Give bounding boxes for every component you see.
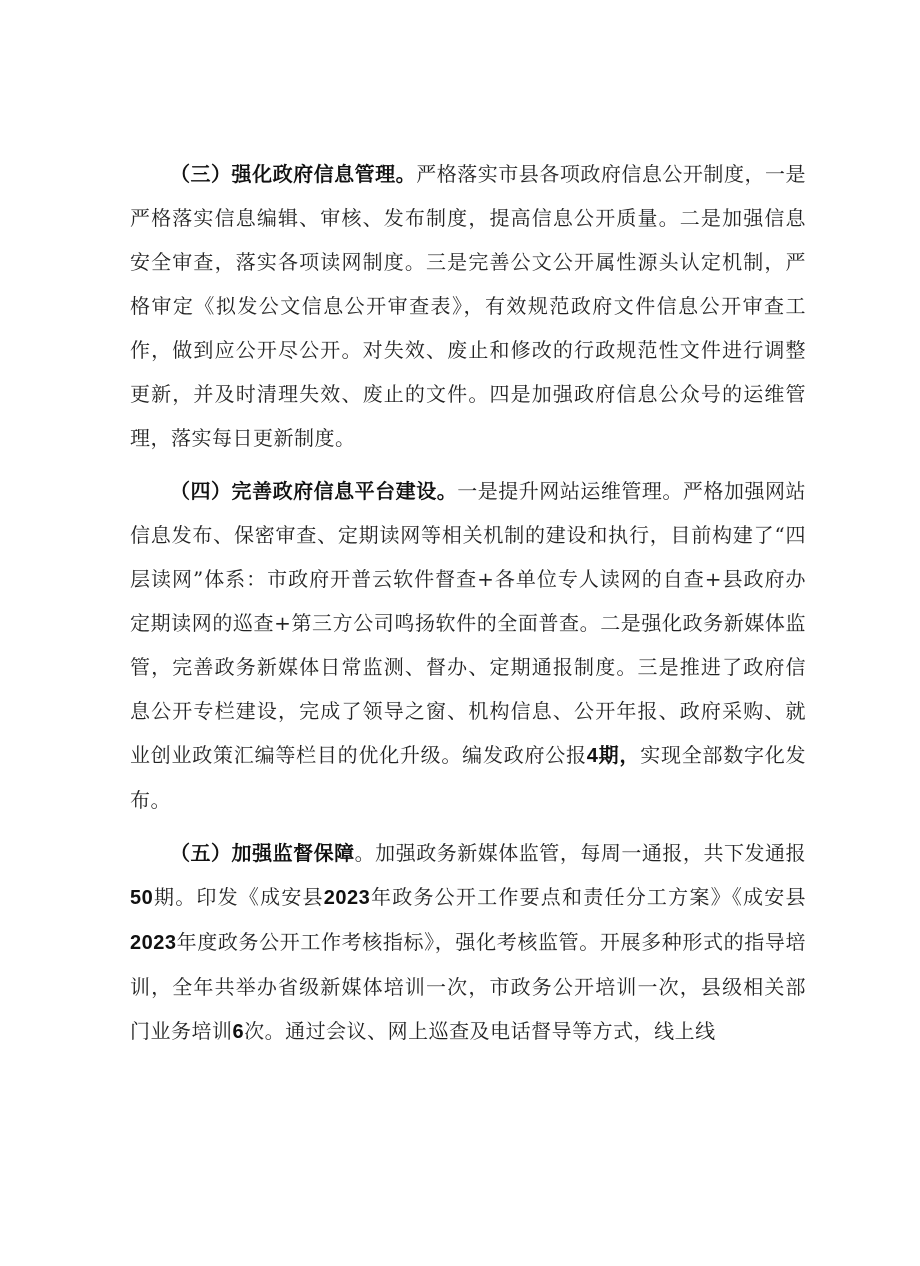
section-5-heading: （五）加强监督保障 (170, 841, 355, 865)
section-5-text-e: 次。通过会议、网上巡查及电话督导等方式，线上线 (244, 1019, 716, 1043)
section-4-heading: （四）完善政府信息平台建设。 (170, 479, 458, 503)
paragraph-section-3 (130, 152, 806, 460)
section-5-text-c: 年政务公开工作要点和责任分工方案》《成安县 (370, 885, 807, 909)
section-4-text: 一是提升网站运维管理。严格加强网站信息发布、保密审查、定期读网等相关机制的建设和执行，目前构建了“四层读网”体系：市政府开普云软件督查+各单位专人读网的自查+县政府办定期读网的巡查+第三方公司鸣扬软件的全面普查。二是强化政务新媒体监管，完善政务新媒体日常监测、督办、定期通报制度。三是推进了政府信息公开专栏建设，完成了领导之窗、机构信息、公开年报、政府采购、就业创业政策汇编等栏目的优化升级。编发政府公报 (130, 479, 807, 767)
section-5-text-b: 期。印发《成安县 (153, 885, 324, 909)
section-5-text-a: 。加强政务新媒体监管，每周一通报，共下发通报 (354, 841, 807, 865)
paragraph-section-4 (130, 469, 806, 822)
section-3-text: 严格落实市县各项政府信息公开制度，一是严格落实信息编辑、审核、发布制度，提高信息公开质量。二是加强信息安全审查，落实各项读网制度。三是完善公文公开属性源头认定机制，严格审定《拟发公文信息公开审查表》，有效规范政府文件信息公开审查工作，做到应公开尽公开。对失效、废止和修改的行政规范性文件进行调整更新，并及时清理失效、废止的文件。四是加强政府信息公众号的运维管理，落实每日更新制度。 (130, 162, 807, 450)
training-count: 6 (232, 1021, 245, 1043)
section-4-text-end: 实现全部数字化发布。 (130, 743, 807, 812)
section-3-heading: （三）强化政府信息管理。 (170, 162, 417, 186)
paragraph-section-5 (130, 831, 806, 1054)
notice-issue-count: 50 (130, 887, 154, 909)
year-2023-a: 2023 (323, 887, 371, 909)
bulletin-issue-count: 4期， (586, 745, 641, 767)
document-body (130, 152, 806, 1063)
year-2023-b: 2023 (130, 932, 177, 954)
section-5-text-d: 年度政务公开工作考核指标》，强化考核监管。开展多种形式的指导培训，全年共举办省级新媒体培训一次，市政务公开培训一次，县级相关部门业务培训 (130, 930, 806, 1043)
